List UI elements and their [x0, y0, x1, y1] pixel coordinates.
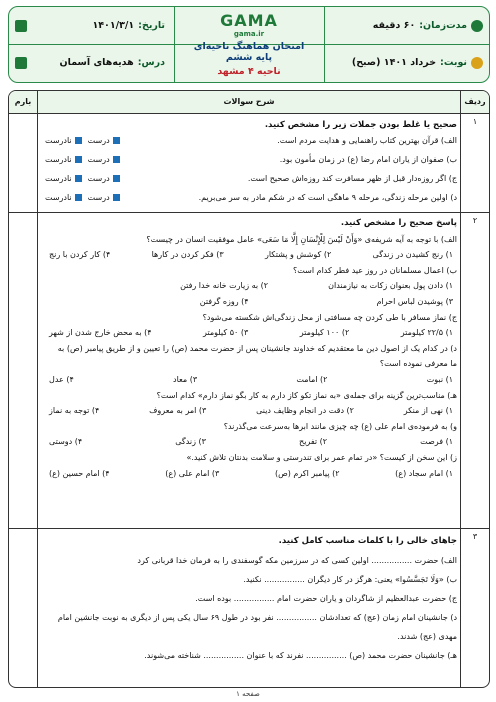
- tf-statement: الف) قرآن بهترین کتاب راهنمایی و هدایت مردم است.: [277, 136, 457, 145]
- option[interactable]: ۲) به زیارت خانه خدا رفتن: [180, 281, 269, 291]
- logo-site: gama.ir: [233, 30, 265, 38]
- checkbox-icon[interactable]: [75, 156, 82, 163]
- false-option[interactable]: نادرست: [45, 135, 82, 147]
- tf-item: [39, 135, 457, 154]
- option[interactable]: ۴) روزه گرفتن: [199, 296, 249, 306]
- mc-question: ج) نماز مسافر با طی کردن چه مسافتی از محل زندگی‌اش شکسته می‌شود؟: [202, 312, 457, 322]
- false-option[interactable]: نادرست: [45, 192, 82, 204]
- option[interactable]: ۴) امام حسین (ع): [49, 468, 110, 478]
- option[interactable]: ۳) پوشیدن لباس احرام: [376, 296, 453, 306]
- fill-blank-item: ب) «وَلَا تَجَسَّسُوا» یعنی: هرگز در کار دیگران ................ نکنید.: [243, 575, 457, 584]
- date-field: [15, 7, 165, 44]
- fill-blank-item: د) جانشینان امام زمان (عج) که تعدادشان ................ نفر بود در طول ۶۹ سال یکی پس از دیگری به نوبت جانشین امام: [57, 613, 457, 622]
- option[interactable]: ۱) رنج کشیدن در زندگی: [372, 250, 453, 260]
- option[interactable]: ۳) زندگی: [175, 437, 206, 447]
- option[interactable]: ۴) دوستی: [49, 437, 83, 447]
- question-number: ۱: [472, 117, 478, 126]
- option[interactable]: ۱) نبوت: [426, 374, 453, 384]
- duration-label: مدت‌زمان:: [419, 20, 467, 31]
- tf-item: [39, 154, 457, 173]
- course-value: هدیه‌های آسمان: [59, 57, 134, 68]
- checkbox-icon[interactable]: [75, 137, 82, 144]
- mc-options: [39, 372, 457, 388]
- checkbox-icon[interactable]: [113, 175, 120, 182]
- checkbox-icon[interactable]: [113, 137, 120, 144]
- duration-value: ۶۰ دقیقه: [372, 20, 416, 31]
- exam-header: [8, 6, 490, 83]
- mc-options: [39, 247, 457, 263]
- fill-blank-item: ج) حضرت عبدالعظیم از شاگردان و یاران حضرت امام ................ بوده است.: [195, 594, 457, 603]
- question-2: [9, 212, 489, 529]
- question-number: ۳: [472, 532, 478, 541]
- option[interactable]: ۳) امر به معروف: [149, 406, 207, 416]
- fill-blank-item-cont: مهدی (عج) شدند.: [397, 632, 457, 641]
- true-option[interactable]: درست: [88, 154, 120, 166]
- mc-question: و) به فرموده‌ی امام علی (ع) چه چیزی مانند ابرها به‌سرعت می‌گذرند؟: [223, 421, 457, 431]
- true-option[interactable]: درست: [88, 192, 120, 204]
- option[interactable]: ۳) فکر کردن در کارها: [151, 250, 224, 260]
- option[interactable]: ۳) ۵۰ کیلومتر: [203, 328, 249, 338]
- mc-options: [39, 325, 457, 341]
- fill-blank-item: هـ) جانشینان حضرت محمد (ص) ................ نفرند که با عنوان ................ شناخته می‌شوند.: [144, 651, 457, 660]
- mc-question: هـ) مناسب‌ترین گزینه برای جمله‌ی «به نماز تکو کاز دارم به کار بگو نماز دارم» کدام است؟: [156, 390, 457, 400]
- col-desc-header: شرح سوالات: [223, 97, 275, 106]
- questions-table: [8, 90, 490, 688]
- option[interactable]: ۴) کار کردن با رنج: [49, 250, 111, 260]
- false-option[interactable]: نادرست: [45, 173, 82, 185]
- true-option[interactable]: درست: [88, 135, 120, 147]
- option[interactable]: ۳) معاد: [173, 374, 198, 384]
- option[interactable]: ۱) فرصت: [420, 437, 453, 447]
- option[interactable]: ۲) کوشش و پشتکار: [264, 250, 332, 260]
- option[interactable]: ۲) امامت: [296, 374, 328, 384]
- true-option[interactable]: درست: [88, 173, 120, 185]
- date-label: تاریخ:: [138, 20, 165, 31]
- sun-icon: [471, 57, 483, 69]
- mc-question: د) در کدام یک از اصول دین ما معتقدیم که خداوند جانشینان پس از حضرت محمد (ص) را تعیین و از طریق پیامبر (ص) به: [57, 343, 457, 353]
- mc-options: [39, 278, 457, 294]
- books-icon: [15, 57, 27, 69]
- option[interactable]: ۱) ۲۲/۵ کیلومتر: [400, 328, 453, 338]
- tf-statement: ب) صفوان از یاران امام رضا (ع) در زمان مأمون بود.: [279, 155, 457, 164]
- mc-question: ب) اعمال مسلمانان در روز عید فطر کدام است؟: [293, 265, 457, 275]
- mc-options: [39, 403, 457, 419]
- tf-item: [39, 192, 457, 211]
- option[interactable]: ۱) نهی از منکر: [403, 406, 453, 416]
- gama-logo: [189, 9, 309, 79]
- tf-statement: د) اولین مرحله زندگی، مرحله ۹ ماهگی است که در شکم مادر به سر می‌بریم.: [198, 193, 457, 202]
- question-3: [9, 528, 489, 687]
- option[interactable]: ۳) امام علی (ع): [165, 468, 220, 478]
- checkbox-icon[interactable]: [75, 175, 82, 182]
- question-title: پاسخ صحیح را مشخص کنید.: [340, 218, 457, 228]
- district-title: ناحیه ۴ مشهد: [217, 66, 281, 77]
- logo-text: GAMA: [220, 11, 278, 30]
- page-number: صفحه ۱: [236, 690, 260, 698]
- course-field: [15, 44, 165, 81]
- checkbox-icon[interactable]: [75, 194, 82, 201]
- checkbox-icon[interactable]: [113, 156, 120, 163]
- date-value: ۱۴۰۱/۳/۱: [92, 20, 135, 31]
- question-number: ۲: [472, 216, 478, 225]
- option[interactable]: ۲) ۱۰۰ کیلومتر: [299, 328, 350, 338]
- col-row-header: ردیف: [464, 97, 486, 106]
- option[interactable]: ۴) به محض خارج شدن از شهر: [49, 328, 152, 338]
- mc-options: [39, 294, 457, 310]
- option[interactable]: ۲) تفریح: [299, 437, 328, 447]
- exam-title: امتحان هماهنگ ناحیه‌ای پایه ششم: [193, 41, 305, 63]
- question-title: صحیح یا غلط بودن جملات زیر را مشخص کنید.: [264, 120, 457, 130]
- tf-statement: ج) اگر روزه‌دار قبل از ظهر مسافرت کند روزه‌اش صحیح است.: [247, 174, 457, 183]
- option[interactable]: ۴) توجه به نماز: [49, 406, 100, 416]
- question-title: جاهای خالی را با کلمات مناسب کامل کنید.: [278, 536, 457, 546]
- mc-question: الف) با توجه به آیه شریفه‌ی «وَأَنْ لَيْسَ لِلْإِنْسَانِ إِلَّا مَا سَعَى» عامل موفقیت انسان در چیست؟: [146, 234, 457, 244]
- col-score-header: بارم: [14, 97, 32, 106]
- tf-item: [39, 173, 457, 192]
- mc-question: ز) این سخن از کیست؟ «در تمام عمر برای تندرستی و سلامت بدنتان تلاش کنید.»: [186, 452, 457, 462]
- mc-question-cont: ما معرفی نموده است؟: [379, 359, 457, 369]
- option[interactable]: ۲) پیامبر اکرم (ص): [274, 468, 340, 478]
- option[interactable]: ۴) عدل: [49, 374, 74, 384]
- option[interactable]: ۱) دادن پول بعنوان زکات به نیازمندان: [328, 281, 453, 291]
- duration-field: [333, 7, 483, 44]
- false-option[interactable]: نادرست: [45, 154, 82, 166]
- option[interactable]: ۲) دقت در انجام وظایف دینی: [256, 406, 354, 416]
- shift-field: [333, 44, 483, 81]
- clock-icon: [471, 20, 483, 32]
- table-header: [9, 91, 489, 114]
- course-label: درس:: [137, 57, 165, 68]
- fill-blank-item: الف) حضرت ................ اولین کسی که در سرزمین مکه گوسفندی را به فرمان خدا قربانی کرد: [137, 556, 457, 565]
- question-1: [9, 113, 489, 213]
- option[interactable]: ۱) امام سجاد (ع): [395, 468, 453, 478]
- mc-options: [39, 466, 457, 482]
- checkbox-icon[interactable]: [113, 194, 120, 201]
- shift-value: خرداد ۱۴۰۱ (صبح): [351, 57, 437, 68]
- mc-options: [39, 434, 457, 450]
- exam-page: [8, 6, 488, 696]
- shift-label: نوبت:: [440, 57, 467, 68]
- calendar-icon: [15, 20, 27, 32]
